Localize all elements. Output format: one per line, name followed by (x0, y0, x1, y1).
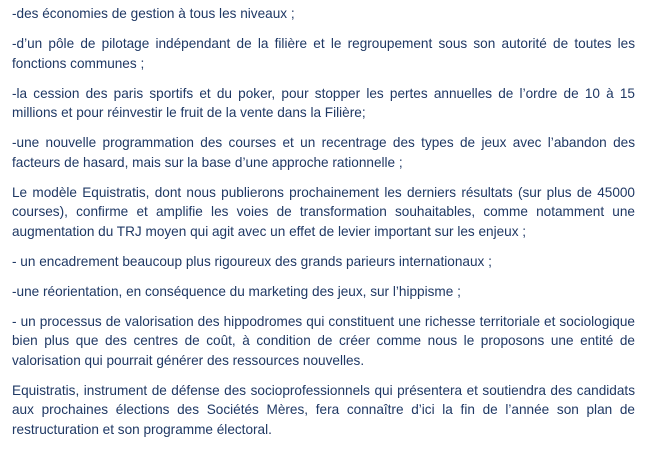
paragraph-equistratis-instrument: Equistratis, instrument de défense des socioprofessionnels qui présentera et soutiendra des candidats aux prochaines élections des Sociétés Mères, fera connaître d’ici la fin de l’année son plan de restructuration et son programme électoral. (12, 382, 635, 437)
paragraph-encadrement-parieurs: - un encadrement beaucoup plus rigoureux des grands parieurs internationaux ; (12, 253, 492, 269)
paragraph-reorientation-marketing: -une réorientation, en conséquence du marketing des jeux, sur l’hippisme ; (12, 283, 461, 299)
document-body (12, 4, 635, 450)
paragraph-modele-equistratis: Le modèle Equistratis, dont nous publierons prochainement les derniers résultats (sur plus de 45000 courses), confirme et amplifie les voies de transformation souhaitables, comme notamment une augmentation du TRJ moyen qui agit avec un effet de levier important sur les enjeux ; (12, 184, 635, 239)
paragraph-cession-paris-sportifs: -la cession des paris sportifs et du poker, pour stopper les pertes annuelles de l’ordre de 10 à 15 millions et pour réinvestir le fruit de la vente dans la Filière; (12, 85, 635, 120)
paragraph-pole-pilotage: -d’un pôle de pilotage indépendant de la filière et le regroupement sous son autorité de toutes les fonctions communes ; (12, 36, 635, 71)
paragraph-economies-gestion: -des économies de gestion à tous les niveaux ; (12, 6, 295, 21)
paragraph-programmation-courses: -une nouvelle programmation des courses et un recentrage des types de jeux avec l’abandon des facteurs de hasard, mais sur la base d’une approche rationnelle ; (12, 135, 635, 170)
paragraph-valorisation-hippodromes: - un processus de valorisation des hippodromes qui constituent une richesse territoriale et sociologique bien plus que des centres de coût, à condition de créer comme nous le proposons une entité de valorisation qui pourrait générer des ressources nouvelles. (12, 313, 635, 368)
